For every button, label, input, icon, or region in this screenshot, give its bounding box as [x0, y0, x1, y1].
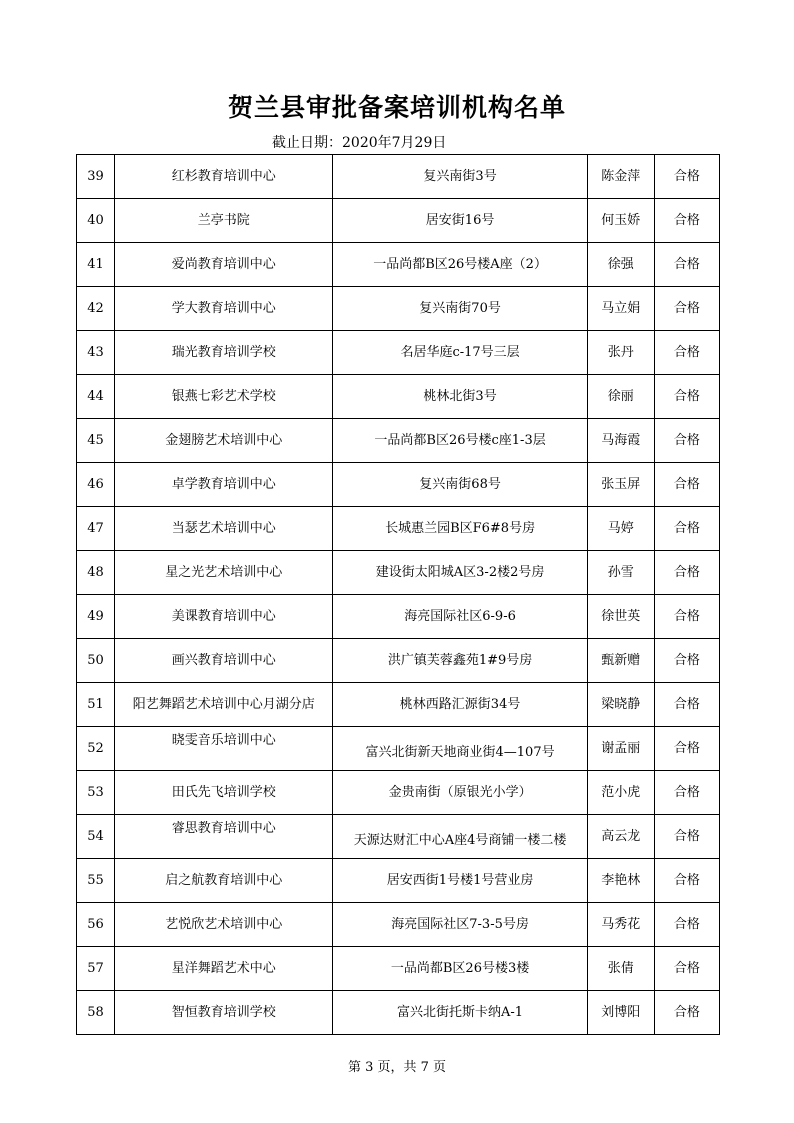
institution-address-cell [333, 155, 587, 199]
institution-name: 美课教育培训中心 [171, 608, 276, 624]
row-number-cell [77, 859, 115, 903]
table-body [77, 155, 720, 1035]
table-row [77, 595, 720, 639]
table-row [77, 771, 720, 815]
institution-name-cell [115, 507, 333, 551]
institution-name-cell [115, 551, 333, 595]
institution-name: 艺悦欣艺术培训中心 [165, 916, 283, 932]
approval-status-cell [654, 727, 719, 771]
institution-address-cell [333, 331, 587, 375]
approval-status: 合格 [673, 608, 700, 624]
approval-status-cell [654, 639, 719, 683]
row-number: 44 [87, 388, 104, 404]
row-number-cell [77, 903, 115, 947]
institution-address-cell [333, 991, 587, 1035]
approval-status: 合格 [673, 828, 700, 844]
page-footer: 第 3 页，共 7 页 [347, 1060, 447, 1075]
table-row [77, 727, 720, 771]
institution-name: 红杉教育培训中心 [171, 168, 276, 184]
responsible-person: 甄新赠 [601, 652, 641, 668]
institution-address: 居安西街1号楼1号营业房 [386, 872, 534, 888]
approval-status-cell [654, 771, 719, 815]
institution-name: 兰亭书院 [197, 212, 250, 228]
approval-status-cell [654, 331, 719, 375]
table-row [77, 155, 720, 199]
institution-address-cell [333, 683, 587, 727]
approval-status-cell [654, 463, 719, 507]
row-number: 50 [87, 652, 104, 668]
table-row [77, 375, 720, 419]
row-number: 45 [87, 432, 104, 448]
responsible-person-cell [587, 859, 654, 903]
approval-status: 合格 [673, 168, 700, 184]
responsible-person: 徐世英 [601, 608, 641, 624]
responsible-person: 高云龙 [601, 828, 641, 844]
table-row [77, 287, 720, 331]
institution-table [76, 154, 720, 1035]
responsible-person-cell [587, 683, 654, 727]
table-row [77, 419, 720, 463]
row-number-cell [77, 375, 115, 419]
table-row [77, 243, 720, 287]
institution-name-cell [115, 727, 333, 771]
institution-address-cell [333, 243, 587, 287]
responsible-person: 张玉屏 [601, 476, 641, 492]
institution-name: 智恒教育培训学校 [171, 1004, 276, 1020]
approval-status: 合格 [673, 212, 700, 228]
institution-address-cell [333, 815, 587, 859]
institution-name-cell [115, 683, 333, 727]
institution-name-cell [115, 199, 333, 243]
responsible-person: 刘博阳 [601, 1004, 641, 1020]
row-number-cell [77, 683, 115, 727]
responsible-person-cell [587, 639, 654, 683]
responsible-person-cell [587, 551, 654, 595]
row-number-cell [77, 463, 115, 507]
institution-name-cell [115, 859, 333, 903]
institution-name: 星洋舞蹈艺术中心 [171, 960, 276, 976]
responsible-person: 徐强 [607, 256, 634, 272]
row-number: 58 [87, 1004, 104, 1020]
row-number: 54 [87, 828, 104, 844]
institution-address: 金贵南街（原银光小学） [388, 784, 532, 800]
institution-name-cell [115, 903, 333, 947]
row-number-cell [77, 331, 115, 375]
document-title: 贺兰县审批备案培训机构名单 [227, 93, 566, 122]
approval-status-cell [654, 595, 719, 639]
approval-status: 合格 [673, 300, 700, 316]
row-number-cell [77, 507, 115, 551]
responsible-person: 马立娟 [601, 300, 641, 316]
responsible-person: 何玉娇 [601, 212, 641, 228]
institution-name: 当瑟艺术培训中心 [171, 520, 276, 536]
row-number: 43 [87, 344, 104, 360]
institution-address: 一品尚都B区26号楼A座（2） [373, 256, 547, 272]
institution-address-cell [333, 507, 587, 551]
institution-address-cell [333, 727, 587, 771]
institution-address: 富兴北街托斯卡纳A-1 [397, 1004, 524, 1020]
approval-status-cell [654, 551, 719, 595]
institution-name: 阳艺舞蹈艺术培训中心月湖分店 [132, 696, 315, 712]
institution-address: 桃林北街3号 [423, 388, 497, 404]
row-number: 48 [87, 564, 104, 580]
institution-name: 画兴教育培训中心 [171, 652, 276, 668]
responsible-person-cell [587, 595, 654, 639]
approval-status: 合格 [673, 740, 700, 756]
approval-status: 合格 [673, 344, 700, 360]
institution-name-cell [115, 771, 333, 815]
institution-name: 银燕七彩艺术学校 [171, 388, 276, 404]
row-number-cell [77, 551, 115, 595]
institution-name-cell [115, 243, 333, 287]
row-number-cell [77, 947, 115, 991]
table-row [77, 639, 720, 683]
row-number-cell [77, 815, 115, 859]
responsible-person: 张倩 [607, 960, 634, 976]
institution-name: 睿思教育培训中心 [171, 820, 276, 836]
institution-name: 瑞光教育培训学校 [171, 344, 276, 360]
responsible-person: 孙雪 [607, 564, 634, 580]
responsible-person-cell [587, 991, 654, 1035]
approval-status: 合格 [673, 1004, 700, 1020]
row-number: 39 [87, 168, 104, 184]
approval-status-cell [654, 155, 719, 199]
responsible-person: 陈金萍 [601, 168, 641, 184]
approval-status-cell [654, 947, 719, 991]
institution-name-cell [115, 331, 333, 375]
approval-status-cell [654, 199, 719, 243]
institution-name-cell [115, 991, 333, 1035]
approval-status-cell [654, 815, 719, 859]
institution-address: 海亮国际社区6-9-6 [404, 608, 516, 624]
responsible-person-cell [587, 331, 654, 375]
institution-name-cell [115, 375, 333, 419]
row-number: 41 [87, 256, 104, 272]
institution-address: 洪广镇芙蓉鑫苑1#9号房 [387, 652, 533, 668]
approval-status-cell [654, 375, 719, 419]
table-row [77, 463, 720, 507]
responsible-person: 谢孟丽 [601, 740, 641, 756]
row-number-cell [77, 639, 115, 683]
institution-name: 启之航教育培训中心 [165, 872, 283, 888]
approval-status-cell [654, 903, 719, 947]
cutoff-date: 截止日期：2020年7月29日 [272, 135, 447, 151]
institution-address-cell [333, 903, 587, 947]
institution-address: 建设街太阳城A区3-2楼2号房 [375, 564, 545, 580]
institution-address-cell [333, 859, 587, 903]
row-number: 47 [87, 520, 104, 536]
institution-address: 一品尚都B区26号楼c座1-3层 [374, 432, 546, 448]
institution-name-cell [115, 463, 333, 507]
institution-name: 金翅膀艺术培训中心 [165, 432, 283, 448]
institution-address-cell [333, 419, 587, 463]
approval-status: 合格 [673, 256, 700, 272]
approval-status-cell [654, 419, 719, 463]
approval-status-cell [654, 991, 719, 1035]
table-row [77, 815, 720, 859]
institution-address: 复兴南街70号 [419, 300, 501, 316]
approval-status: 合格 [673, 520, 700, 536]
responsible-person-cell [587, 419, 654, 463]
approval-status-cell [654, 243, 719, 287]
institution-address-cell [333, 463, 587, 507]
responsible-person-cell [587, 155, 654, 199]
institution-name: 晓雯音乐培训中心 [171, 732, 276, 748]
row-number: 55 [87, 872, 104, 888]
responsible-person-cell [587, 463, 654, 507]
responsible-person-cell [587, 243, 654, 287]
institution-address: 复兴南街68号 [419, 476, 501, 492]
row-number-cell [77, 595, 115, 639]
table-row [77, 551, 720, 595]
responsible-person: 马婷 [607, 520, 634, 536]
approval-status: 合格 [673, 388, 700, 404]
approval-status: 合格 [673, 432, 700, 448]
institution-address: 居安街16号 [425, 212, 495, 228]
institution-address: 富兴北街新天地商业街4—107号 [365, 744, 555, 760]
institution-name-cell [115, 947, 333, 991]
table-row [77, 947, 720, 991]
table-row [77, 331, 720, 375]
responsible-person-cell [587, 903, 654, 947]
table-row [77, 507, 720, 551]
row-number-cell [77, 419, 115, 463]
approval-status-cell [654, 507, 719, 551]
responsible-person-cell [587, 947, 654, 991]
table-row [77, 991, 720, 1035]
institution-address: 海亮国际社区7-3-5号房 [391, 916, 529, 932]
row-number-cell [77, 243, 115, 287]
row-number: 52 [87, 740, 104, 756]
approval-status: 合格 [673, 564, 700, 580]
institution-address-cell [333, 375, 587, 419]
table-row [77, 683, 720, 727]
institution-name: 爱尚教育培训中心 [171, 256, 276, 272]
responsible-person-cell [587, 815, 654, 859]
responsible-person-cell [587, 507, 654, 551]
approval-status: 合格 [673, 696, 700, 712]
approval-status: 合格 [673, 784, 700, 800]
responsible-person-cell [587, 375, 654, 419]
row-number: 56 [87, 916, 104, 932]
row-number-cell [77, 199, 115, 243]
approval-status-cell [654, 683, 719, 727]
institution-name-cell [115, 595, 333, 639]
institution-name-cell [115, 815, 333, 859]
row-number: 49 [87, 608, 104, 624]
responsible-person-cell [587, 287, 654, 331]
approval-status: 合格 [673, 960, 700, 976]
approval-status: 合格 [673, 872, 700, 888]
row-number: 57 [87, 960, 104, 976]
institution-name: 星之光艺术培训中心 [165, 564, 283, 580]
institution-address-cell [333, 551, 587, 595]
institution-address: 名居华庭c-17号三层 [400, 344, 520, 360]
institution-address: 天源达财汇中心A座4号商铺一楼二楼 [353, 832, 567, 848]
row-number: 46 [87, 476, 104, 492]
row-number-cell [77, 991, 115, 1035]
row-number-cell [77, 727, 115, 771]
responsible-person: 梁晓静 [601, 696, 641, 712]
institution-address: 一品尚都B区26号楼3楼 [390, 960, 530, 976]
responsible-person: 徐丽 [607, 388, 634, 404]
responsible-person-cell [587, 199, 654, 243]
institution-address-cell [333, 639, 587, 683]
approval-status-cell [654, 287, 719, 331]
table-row [77, 199, 720, 243]
institution-address-cell [333, 947, 587, 991]
row-number: 51 [87, 696, 104, 712]
row-number: 42 [87, 300, 104, 316]
row-number: 40 [87, 212, 104, 228]
responsible-person: 马海霞 [601, 432, 641, 448]
institution-name: 田氏先飞培训学校 [171, 784, 276, 800]
row-number-cell [77, 771, 115, 815]
institution-address: 长城惠兰园B区F6#8号房 [385, 520, 536, 536]
row-number-cell [77, 287, 115, 331]
approval-status: 合格 [673, 476, 700, 492]
responsible-person: 李艳林 [601, 872, 641, 888]
institution-address-cell [333, 287, 587, 331]
approval-status: 合格 [673, 916, 700, 932]
table-row [77, 859, 720, 903]
institution-address-cell [333, 771, 587, 815]
institution-address-cell [333, 199, 587, 243]
institution-address: 复兴南街3号 [423, 168, 497, 184]
responsible-person-cell [587, 771, 654, 815]
institution-name-cell [115, 639, 333, 683]
responsible-person: 张丹 [607, 344, 634, 360]
row-number-cell [77, 155, 115, 199]
institution-name-cell [115, 419, 333, 463]
table-row [77, 903, 720, 947]
responsible-person-cell [587, 727, 654, 771]
institution-address-cell [333, 595, 587, 639]
row-number: 53 [87, 784, 104, 800]
responsible-person: 范小虎 [601, 784, 641, 800]
responsible-person: 马秀花 [601, 916, 641, 932]
institution-name-cell [115, 155, 333, 199]
institution-name-cell [115, 287, 333, 331]
approval-status-cell [654, 859, 719, 903]
approval-status: 合格 [673, 652, 700, 668]
institution-name: 学大教育培训中心 [171, 300, 276, 316]
institution-name: 卓学教育培训中心 [171, 476, 276, 492]
institution-address: 桃林西路汇源街34号 [399, 696, 521, 712]
